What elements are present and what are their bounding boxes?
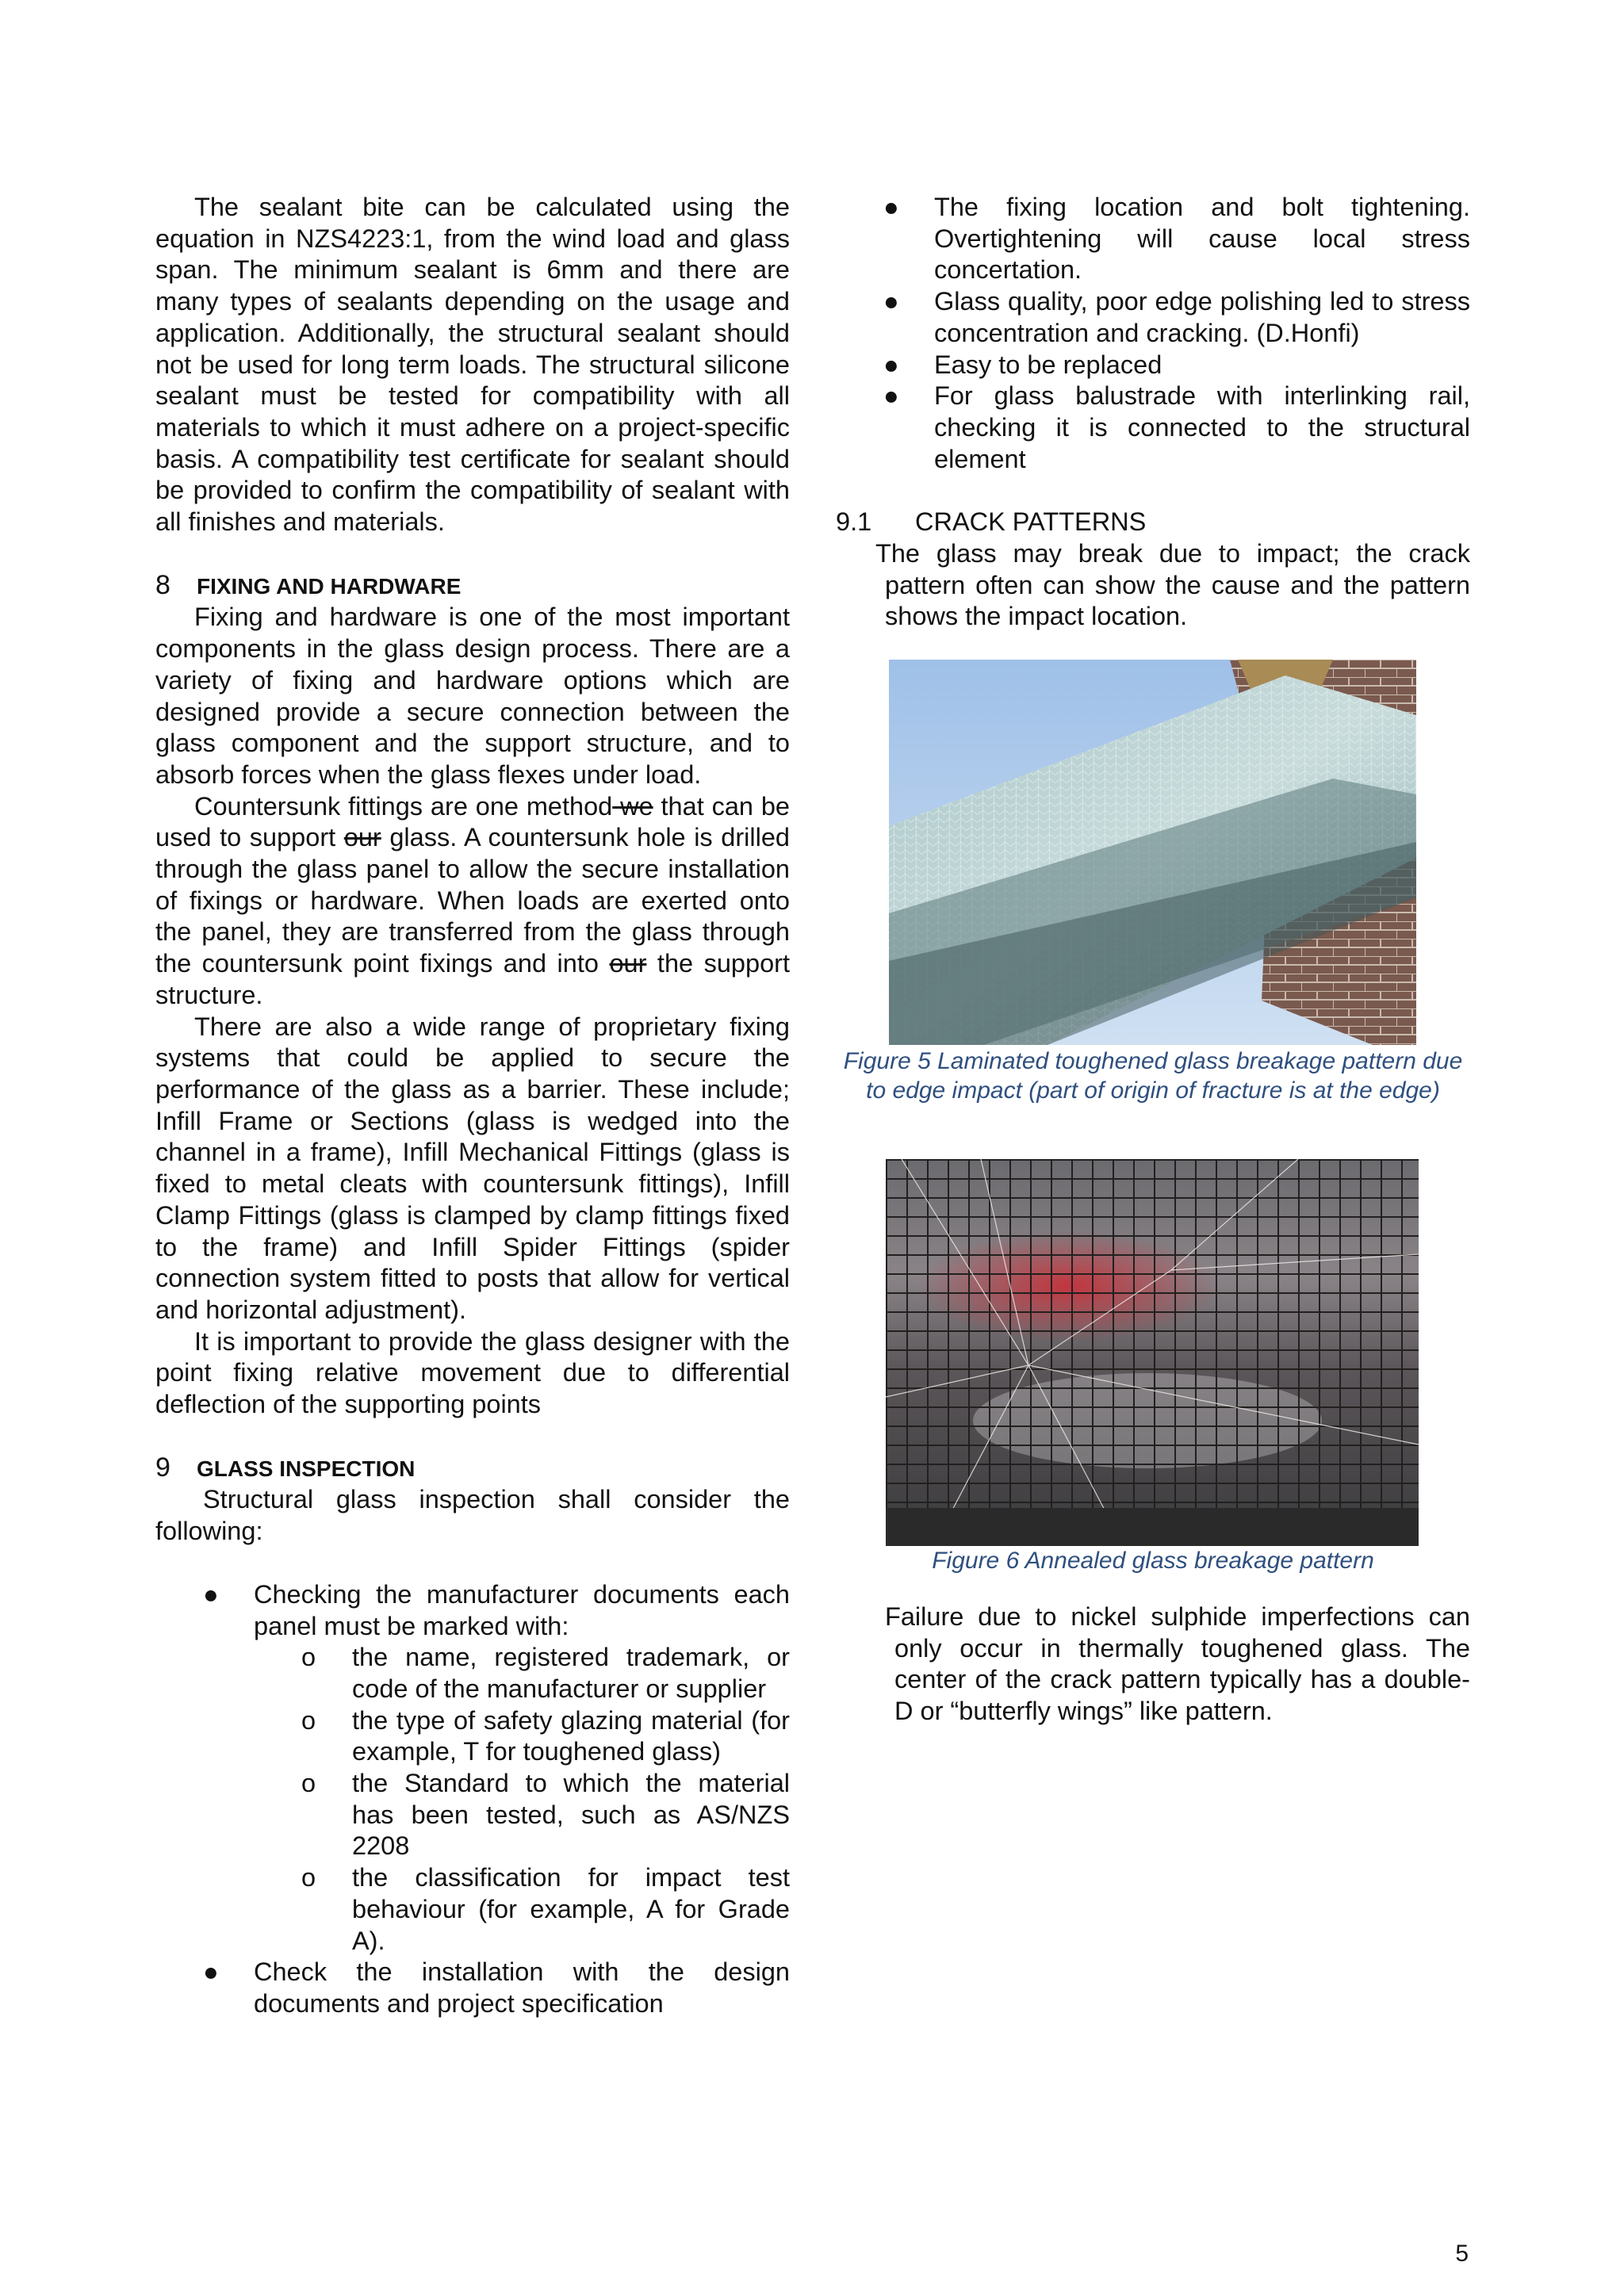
nickel-sulphide-block [885, 1601, 1470, 1728]
paragraph-fixing-intro: Fixing and hardware is one of the most important components in the glass design process. There are a variety of fixing and hardware options which are designed provide a secure connection between the glass component and the support structure, and to absorb forces when the glass flexes under load. [155, 603, 790, 789]
list-item: o the Standard to which the material has been tested, such as AS/NZS 2208 [301, 1769, 790, 1861]
paragraph-point-fixing: It is important to provide the glass designer with the point fixing relative movement due to differential deflection of the supporting points [155, 1326, 790, 1419]
list-item: ● For glass balustrade with interlinking rail, checking it is connected to the structural element [883, 381, 1470, 473]
bullet-icon: ● [883, 193, 899, 221]
figure-5-image [889, 660, 1416, 1045]
paragraph-sealant-bite: The sealant bite can be calculated using the equation in NZS4223:1, from the wind load and glass span. The minimum sealant is 6mm and there are many types of sealants depending on the usage and application. Additionally, the structural sealant should not be used for long term loads. The structural silicone sealant must be tested for compatibility with all materials to which it must adhere on a project-specific basis. A compatibility test certificate for sealant should be provided to confirm the compatibility of sealant with all finishes and materials. [155, 193, 790, 537]
circle-bullet-icon: o [301, 1643, 316, 1672]
section-number: 9.1 [836, 507, 872, 537]
list-item: ● Checking the manufacturer documents each panel must be marked with: o the name, registered trademark, or code of the manufacturer or supplier o the type of safety glazing material (for example, T for toughened glass) o the Standard to which the material has been tested, such as AS/NZS 2208 o the classification for impact test behaviour (for example, A for Grade A). [155, 1579, 790, 1957]
strikethrough-text: we [612, 791, 653, 821]
section-title: CRACK PATTERNS [915, 507, 1147, 537]
list-item: o the name, registered trademark, or code of the manufacturer or supplier [301, 1643, 790, 1703]
figure-5-caption: Figure 5 Laminated toughened glass breakage pattern due to edge impact (part of origin of fracture is at the edge) [843, 1048, 1463, 1104]
figure-6-image [886, 1159, 1419, 1546]
left-column [155, 192, 790, 2020]
paragraph-proprietary-systems: There are also a wide range of proprietary fixing systems that could be applied to secure the performance of the glass as a barrier. These include; Infill Frame or Sections (glass is wedged into the channel in a frame), Infill Mechanical Fittings (glass is fixed to metal cleats with countersunk fittings), Infill Clamp Fittings (glass is clamped by clamp fittings fixed to the frame) and Infill Spider Fittings (spider connection system fitted to posts that allow for vertical and horizontal adjustment). [155, 1012, 790, 1324]
list-item: ● Glass quality, poor edge polishing led to stress concentration and cracking. (D.Honfi) [883, 287, 1470, 347]
inspection-list [155, 1579, 790, 2020]
section-title: FIXING AND HARDWARE [197, 573, 462, 599]
list-item: ● Easy to be replaced [836, 350, 1470, 381]
section-number: 8 [155, 569, 170, 600]
marking-sublist [254, 1642, 790, 1957]
list-item: ● The fixing location and bolt tightening. Overtightening will cause local stress concertation. [883, 193, 1470, 285]
bullet-icon: ● [883, 381, 899, 411]
section-heading-9-1 [836, 507, 1470, 538]
list-item: o the classification for impact test behaviour (for example, A for Grade A). [301, 1863, 790, 1955]
list-item: ● Check the installation with the design documents and project specification [203, 1957, 790, 2018]
bullet-icon: ● [203, 1579, 219, 1609]
figure-6-caption: Figure 6 Annealed glass breakage pattern [932, 1548, 1374, 1574]
circle-bullet-icon: o [301, 1863, 316, 1892]
strikethrough-text: our [609, 949, 647, 978]
section-title: GLASS INSPECTION [197, 1456, 416, 1481]
page-number: 5 [1455, 2241, 1469, 2267]
paragraph-crack-patterns: The glass may break due to impact; the crack pattern often can show the cause and the pattern shows the impact location. [875, 539, 1470, 631]
section-heading-9 [155, 1452, 790, 1485]
list-item: o the type of safety glazing material (for example, T for toughened glass) [301, 1705, 790, 1766]
inspection-list-continued [836, 192, 1470, 475]
paragraph-nickel-sulphide: Failure due to nickel sulphide imperfections can only occur in thermally toughened glass. The center of the crack pattern typically has a double-D or “butterfly wings” like pattern. [885, 1602, 1470, 1726]
bullet-icon: ● [883, 350, 899, 379]
bullet-icon: ● [203, 1957, 219, 1987]
circle-bullet-icon: o [301, 1769, 316, 1798]
paragraph-countersunk: Countersunk fittings are one method we that can be used to support our glass. A countersunk hole is drilled through the glass panel to allow the secure installation of fixings or hardware. When loads are exerted onto the panel, they are transferred from the glass through the countersunk point fixings and into our the support structure. [155, 791, 790, 1009]
section-heading-8 [155, 570, 790, 603]
paragraph-inspection-intro: Structural glass inspection shall consider the following: [155, 1485, 790, 1546]
right-column [836, 192, 1470, 633]
section-number: 9 [155, 1452, 170, 1483]
circle-bullet-icon: o [301, 1705, 316, 1735]
strikethrough-text: our [343, 823, 381, 852]
bullet-icon: ● [883, 287, 899, 316]
